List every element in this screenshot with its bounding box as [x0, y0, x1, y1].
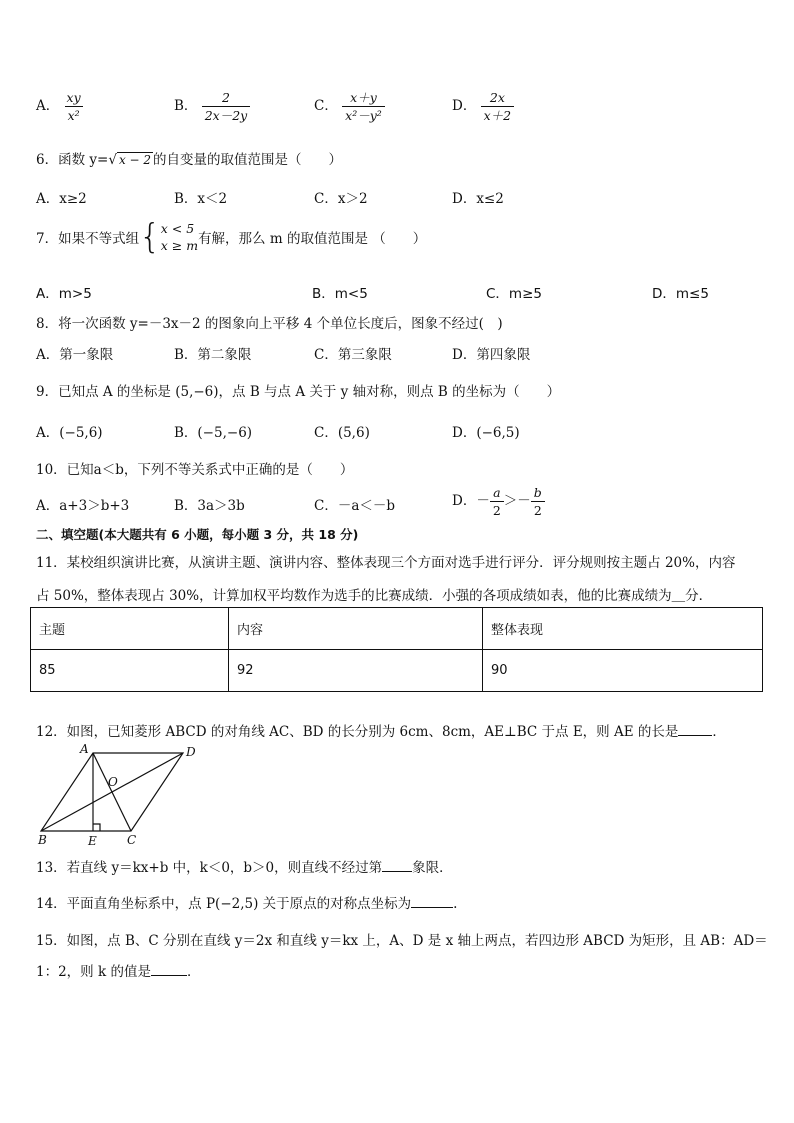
- q6-post: 的自变量的取值范围是（ ）: [153, 152, 343, 168]
- q5-option-a[interactable]: [36, 90, 84, 123]
- q11-line2: 占 50%，整体表现占 30%，计算加权平均数作为选手的比赛成绩．小强的各项成绩如表，他的比赛成绩为＿分．: [36, 588, 713, 604]
- q13-text: 13．若直线 y＝kx+b 中，k＜0，b＞0，则直线不经过第: [36, 860, 383, 876]
- fraction: [202, 90, 251, 123]
- table-header-cell: 内容: [229, 608, 483, 650]
- label-e: E: [88, 834, 97, 848]
- fraction: [481, 90, 515, 123]
- table-header-row: [31, 608, 763, 650]
- q15-line2: [36, 960, 200, 980]
- table-header-cell: 整体表现: [483, 608, 763, 650]
- sqrt-icon: √: [108, 152, 117, 168]
- option-label: B．: [174, 98, 198, 114]
- option-label: C．: [314, 98, 338, 114]
- system-row: x < 5: [160, 221, 195, 236]
- denominator: x＋2: [481, 106, 515, 123]
- table-cell: 85: [31, 650, 229, 692]
- table-cell: 92: [229, 650, 483, 692]
- q8-option-a[interactable]: A．第一象限: [36, 347, 114, 363]
- answer-blank[interactable]: [382, 859, 412, 872]
- q8-option-d[interactable]: D．第四象限: [452, 347, 531, 363]
- answer-blank[interactable]: [678, 723, 712, 736]
- q15-text: 1：2，则 k 的值是: [36, 964, 151, 980]
- option-label: D．: [452, 98, 477, 114]
- q7-post: 有解，那么 m 的取值范围是 （ ）: [198, 231, 427, 247]
- q7-pre: 7．如果不等式组: [36, 231, 140, 247]
- q7-stem: [36, 217, 427, 257]
- fraction: [342, 90, 385, 123]
- q14-end: .: [453, 896, 458, 912]
- inequality-system: [161, 220, 198, 254]
- q8-option-c[interactable]: C．第三象限: [314, 347, 392, 363]
- q10-option-a[interactable]: A．a+3＞b+3: [36, 498, 130, 514]
- denominator: 2x－2y: [202, 106, 251, 123]
- q6-option-c[interactable]: C．x＞2: [314, 191, 368, 207]
- rhombus-diagram: [34, 742, 204, 848]
- q12-stem: [36, 720, 726, 740]
- numerator: a: [493, 485, 501, 500]
- q14-text: 14．平面直角坐标系中，点 P(−2,5) 关于原点的对称点坐标为: [36, 896, 412, 912]
- q5-option-b[interactable]: [174, 90, 250, 123]
- score-table: [30, 607, 763, 692]
- q10-stem: 10．已知a＜b，下列不等关系式中正确的是（ ）: [36, 462, 354, 478]
- label-b: B: [38, 833, 47, 847]
- numerator: b: [533, 485, 542, 500]
- q10-option-b[interactable]: B．3a＞3b: [174, 498, 245, 514]
- numerator: x＋y: [350, 90, 377, 105]
- numerator: 2x: [489, 90, 505, 105]
- q6-stem: [36, 148, 342, 168]
- option-label: D．－: [452, 493, 490, 509]
- label-a: A: [80, 742, 89, 756]
- q12-text: 12．如图，已知菱形 ABCD 的对角线 AC、BD 的长分别为 6cm、8cm，AE⊥BC 于点 E，则 AE 的长是: [36, 724, 679, 740]
- label-c: C: [127, 833, 137, 847]
- numerator: 2: [222, 90, 230, 105]
- answer-blank[interactable]: [411, 895, 453, 908]
- q9-stem: 9．已知点 A 的坐标是 (5,−6)，点 B 与点 A 关于 y 轴对称，则点 B 的坐标为（ ）: [36, 384, 561, 400]
- denominator: x²－y²: [342, 106, 385, 123]
- q8-option-b[interactable]: B．第二象限: [174, 347, 252, 363]
- q13-end: 象限．: [412, 860, 453, 876]
- section-heading: 二、填空题(本大题共有 6 小题，每小题 3 分，共 18 分): [36, 527, 359, 542]
- q7-option-a[interactable]: A．m>5: [36, 286, 92, 302]
- q10-option-d[interactable]: [452, 485, 545, 518]
- q6-option-b[interactable]: B．x＜2: [174, 191, 228, 207]
- q5-option-c[interactable]: [314, 90, 385, 123]
- fraction: [531, 485, 545, 518]
- q15-end: ．: [186, 964, 201, 980]
- table-cell: 90: [483, 650, 763, 692]
- denominator: x²: [65, 106, 83, 123]
- q10-option-c[interactable]: C．－a＜－b: [314, 498, 396, 514]
- q9-option-d[interactable]: D．(−6,5): [452, 425, 520, 441]
- q7-option-d[interactable]: D．m≤5: [652, 286, 709, 302]
- q6-option-a[interactable]: A．x≥2: [36, 191, 87, 207]
- denominator: 2: [531, 501, 545, 518]
- label-o: O: [108, 775, 118, 789]
- diagonal-bd: [41, 753, 183, 831]
- q13-stem: [36, 856, 453, 876]
- q6-option-d[interactable]: D．x≤2: [452, 191, 504, 207]
- q7-option-c[interactable]: C．m≥5: [486, 286, 542, 302]
- table-row: [31, 650, 763, 692]
- q5-option-d[interactable]: [452, 90, 514, 123]
- right-angle-mark: [93, 824, 100, 831]
- q11-line1: 11．某校组织演讲比赛，从演讲主题、演讲内容、整体表现三个方面对选手进行评分．评分规则按主题占 20%，内容: [36, 555, 736, 571]
- q8-stem: 8．将一次函数 y=－3x－2 的图象向上平移 4 个单位长度后，图象不经过( ): [36, 316, 503, 332]
- table-header-cell: 主题: [31, 608, 229, 650]
- brace-icon: {: [139, 217, 161, 257]
- q15-line1: 15．如图，点 B、C 分别在直线 y＝2x 和直线 y＝kx 上，A、D 是 x 轴上两点，若四边形 ABCD 为矩形，且 AB：AD＝: [36, 933, 768, 949]
- fraction: [490, 485, 504, 518]
- q9-option-b[interactable]: B．(−5,−6): [174, 425, 253, 441]
- q9-option-c[interactable]: C．(5,6): [314, 425, 370, 441]
- label-d: D: [186, 745, 196, 759]
- fraction: [64, 90, 84, 123]
- option-label: A．: [36, 98, 60, 114]
- system-row: x ≥ m: [160, 238, 199, 253]
- q6-radicand: x − 2: [118, 153, 152, 167]
- q6-pre: 6．函数 y=: [36, 152, 109, 168]
- q7-option-b[interactable]: B．m<5: [312, 286, 368, 302]
- denominator: 2: [490, 501, 504, 518]
- q14-stem: [36, 892, 457, 912]
- q9-option-a[interactable]: A．(−5,6): [36, 425, 103, 441]
- answer-blank[interactable]: [151, 963, 187, 976]
- option-operator: ＞－: [503, 493, 531, 509]
- numerator: xy: [66, 90, 81, 105]
- q12-end: ．: [712, 724, 726, 740]
